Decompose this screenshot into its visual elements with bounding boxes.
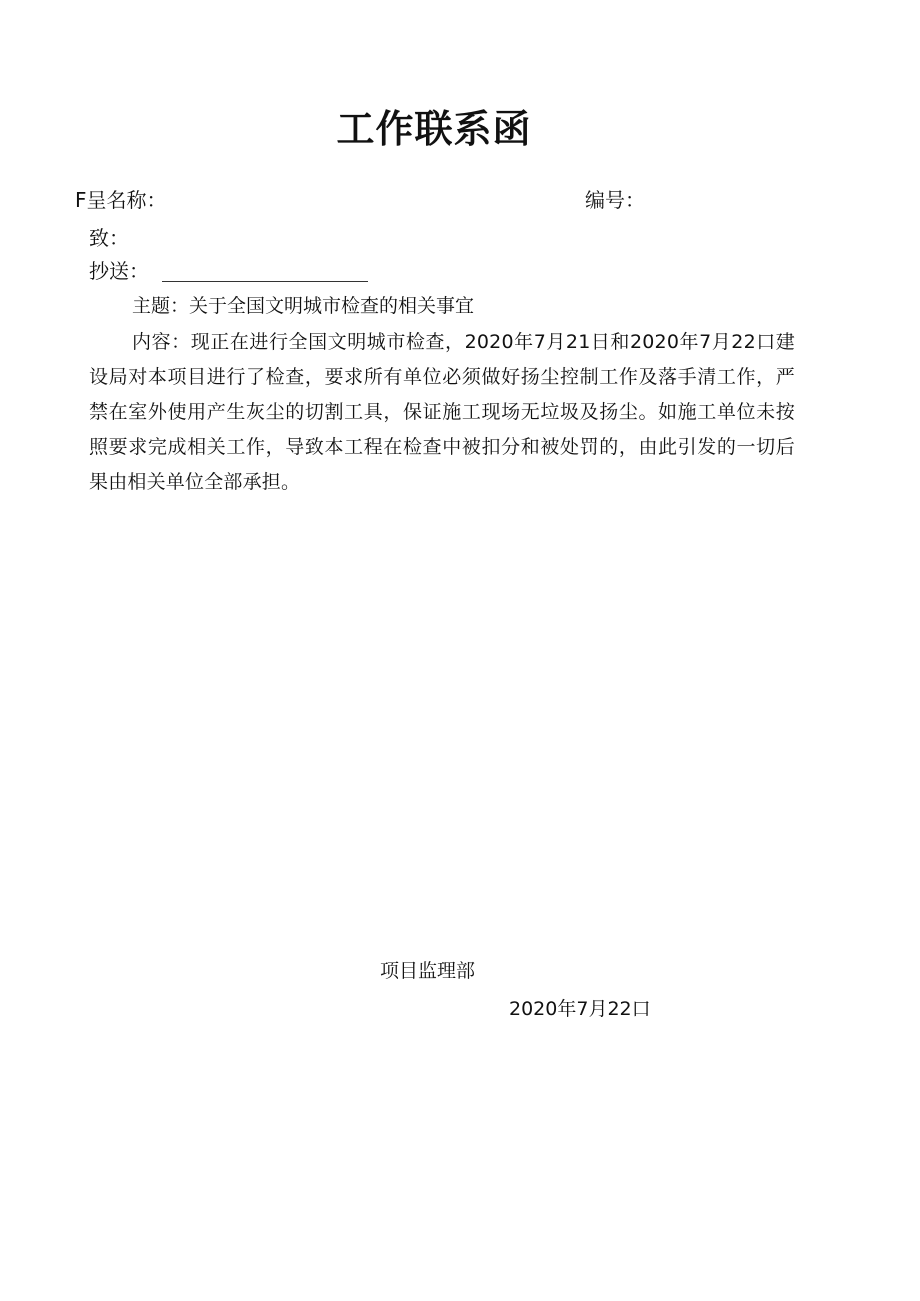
subject-line: 主题：关于全国文明城市检查的相关事宜: [132, 295, 475, 317]
recipient-label: 致：: [89, 226, 129, 250]
body-content: 内容：现正在进行全国文明城市检查，2020年7月21日和2020年7月22口建设局对本项目进行了检查，要求所有单位必须做好扬尘控制工作及落手清工作，严禁在室外使用产生灰尘的切割工具，保证施工现场无垃圾及扬尘。如施工单位未按照要求完成相关工作，导致本工程在检查中被扣分和被处罚的，由此引发的一切后果由相关单位全部承担。: [89, 331, 795, 493]
issue-date: 2020年7月22口: [509, 998, 651, 1020]
cc-label: 抄送：: [89, 259, 149, 283]
cc-blank-line: [162, 281, 368, 282]
issuer-name: 项目监理部: [380, 960, 476, 982]
project-name-label: F呈名称：: [75, 188, 167, 212]
document-title: 工作联系函: [336, 107, 532, 151]
document-number-label: 编号：: [585, 188, 645, 212]
